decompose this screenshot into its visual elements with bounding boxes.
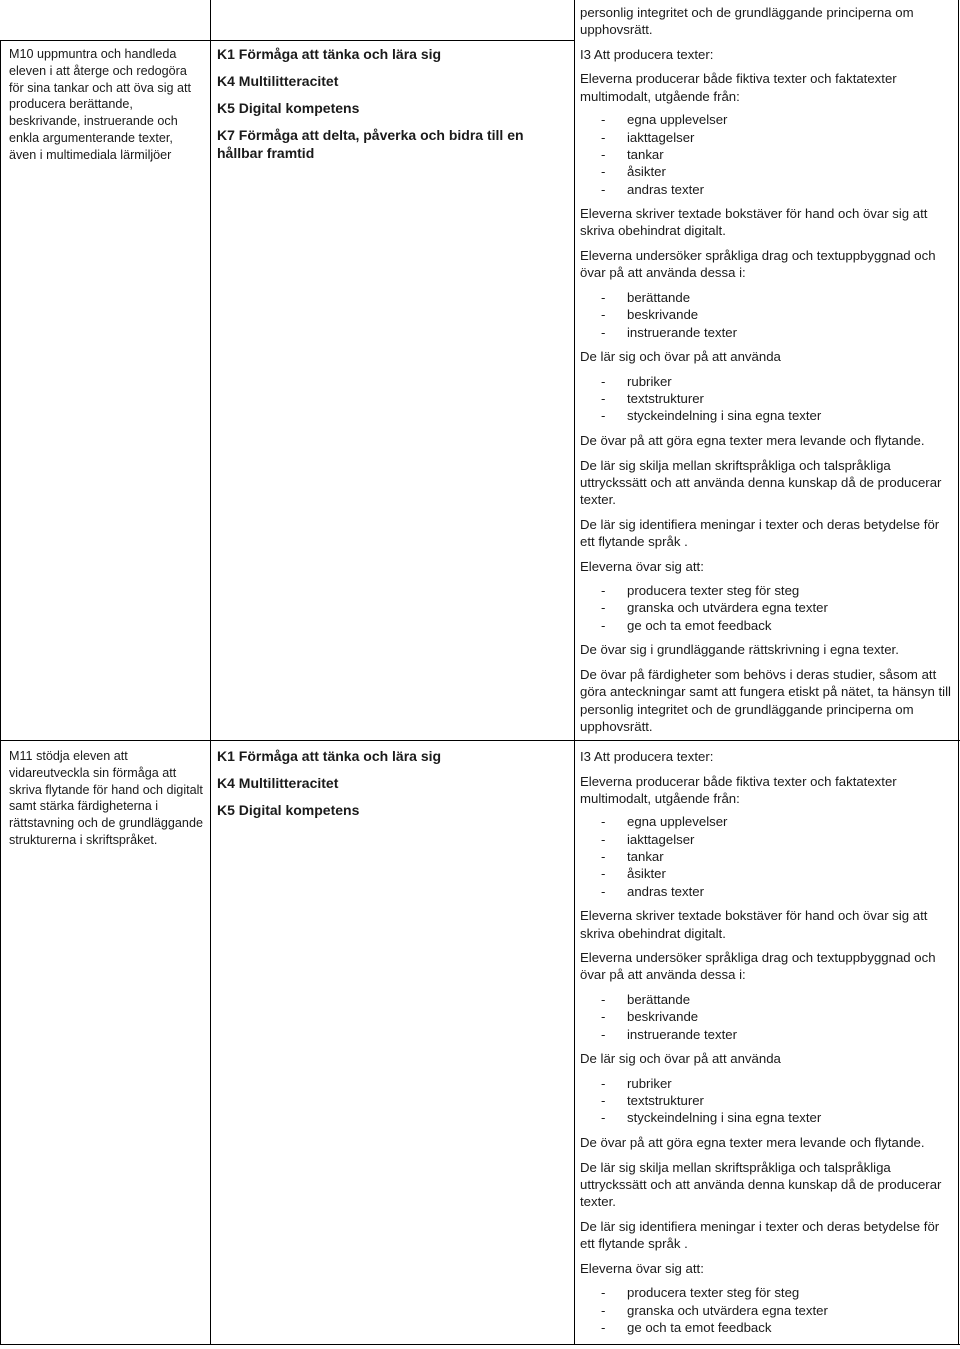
learn-use-text: De lär sig och övar på att använda: [580, 349, 781, 365]
distinguish-text: De lär sig skilja mellan skriftspråkliga och talspråkliga uttryckssätt och att använda denna kunskap då de producerar texter.: [580, 1159, 942, 1210]
investigate-text: Eleverna undersöker språkliga drag och textuppbyggnad och övar på att använda dessa i:: [580, 248, 936, 281]
list-item: - berättande: [601, 289, 954, 306]
table-border-left: [0, 40, 1, 1345]
list-item: - iakttagelser: [601, 831, 954, 848]
step-list: [580, 582, 954, 634]
text-type-list: [580, 289, 954, 341]
i3-heading: I3 Att producera texter:: [580, 46, 714, 62]
list-item: - andras texter: [601, 181, 954, 198]
competence-k1: K1 Förmåga att tänka och lära sig: [217, 46, 442, 62]
row1-content: [580, 4, 954, 742]
structure-list: [580, 1075, 954, 1127]
competence-k5: K5 Digital kompetens: [217, 100, 360, 116]
intro-text: Eleverna producerar både fiktiva texter och faktatexter multimodalt, utgående från:: [580, 773, 897, 806]
list-item: - granska och utvärdera egna texter: [601, 599, 954, 616]
list-item: - producera texter steg för steg: [601, 1284, 954, 1301]
list-item: - instruerande texter: [601, 324, 954, 341]
lively-text: De övar på att göra egna texter mera levande och flytande.: [580, 432, 925, 448]
distinguish-text: De lär sig skilja mellan skriftspråkliga och talspråkliga uttryckssätt och att använda denna kunskap då de producerar texter.: [580, 457, 942, 508]
handwriting-text: Eleverna skriver textade bokstäver för hand och övar sig att skriva obehindrat digitalt.: [580, 206, 928, 239]
source-list: [580, 111, 954, 197]
identify-text: De lär sig identifiera meningar i texter och deras betydelse för ett flytande språk .: [580, 1218, 940, 1252]
competence-k1: K1 Förmåga att tänka och lära sig: [217, 748, 442, 764]
lively-text: De övar på att göra egna texter mera levande och flytande.: [580, 1135, 925, 1151]
list-item: - egna upplevelser: [601, 813, 954, 830]
list-item: - rubriker: [601, 1075, 954, 1092]
list-item: - beskrivande: [601, 1008, 954, 1025]
identify-text: De lär sig identifiera meningar i texter och deras betydelse för ett flytande språk .: [580, 516, 940, 549]
skills-text: De övar på färdigheter som behövs i deras studier, såsom att göra anteckningar samt att fungera etiskt på nätet, ta hänsyn till personlig integritet och de grundläggande principerna om upphovsrätt.: [580, 666, 951, 734]
list-item: - styckeindelning i sina egna texter: [601, 1109, 954, 1126]
step-list: [580, 1284, 954, 1336]
list-item: - egna upplevelser: [601, 111, 954, 128]
column-divider-2: [574, 0, 575, 1345]
source-list: [580, 813, 954, 899]
i3-heading: I3 Att producera texter:: [580, 749, 714, 764]
intro-text: Eleverna producerar både fiktiva texter och faktatexter multimodalt, utgående från:: [580, 71, 897, 104]
list-item: - tankar: [601, 146, 954, 163]
handwriting-text: Eleverna skriver textade bokstäver för hand och övar sig att skriva obehindrat digitalt.: [580, 908, 928, 941]
table-border-bottom: [0, 1344, 960, 1345]
list-item: - beskrivande: [601, 306, 954, 323]
learn-use-text: De lär sig och övar på att använda: [580, 1051, 781, 1067]
practice-text: Eleverna övar sig att:: [580, 558, 704, 574]
list-item: - granska och utvärdera egna texter: [601, 1302, 954, 1319]
list-item: - ge och ta emot feedback: [601, 617, 954, 634]
list-item: - textstrukturer: [601, 390, 954, 407]
list-item: - instruerande texter: [601, 1026, 954, 1043]
list-item: - textstrukturer: [601, 1092, 954, 1109]
list-item: - iakttagelser: [601, 129, 954, 146]
competence-k7: K7 Förmåga att delta, påverka och bidra till en hållbar framtid: [217, 127, 524, 161]
text-type-list: [580, 991, 954, 1043]
investigate-text: Eleverna undersöker språkliga drag och textuppbyggnad och övar på att använda dessa i:: [580, 950, 936, 983]
table-border-top: [0, 40, 575, 41]
row2-goal-text: M11 stödja eleven att vidareutveckla sin förmåga att skriva flytande för hand och digitalt samt stärka färdigheterna i rättstavning och de grundläggande strukturerna i skriftspråket.: [9, 749, 203, 847]
column-divider-1: [210, 0, 211, 1345]
list-item: - andras texter: [601, 883, 954, 900]
row1-goal-text: M10 uppmuntra och handleda eleven i att återge och redogöra för sina tankar och att öva sig att producera berättande, beskrivande, instruerande och enkla argumenterande texter, även i multimediala lärmiljöer: [9, 47, 192, 162]
carryover-text: personlig integritet och de grundläggande principerna om upphovsrätt.: [580, 5, 914, 38]
spelling-text: De övar sig i grundläggande rättskrivning i egna texter.: [580, 642, 899, 658]
row1-competences: [217, 46, 565, 172]
list-item: - styckeindelning i sina egna texter: [601, 407, 954, 424]
structure-list: [580, 373, 954, 425]
row2-competences: [217, 748, 565, 829]
competence-k5: K5 Digital kompetens: [217, 802, 360, 818]
list-item: - rubriker: [601, 373, 954, 390]
competence-k4: K4 Multilitteracitet: [217, 73, 339, 89]
practice-text: Eleverna övar sig att:: [580, 1260, 704, 1276]
list-item: - producera texter steg för steg: [601, 582, 954, 599]
list-item: - berättande: [601, 991, 954, 1008]
list-item: - åsikter: [601, 865, 954, 882]
list-item: - ge och ta emot feedback: [601, 1319, 954, 1336]
list-item: - tankar: [601, 848, 954, 865]
row2-content: [580, 748, 954, 1343]
list-item: - åsikter: [601, 163, 954, 180]
competence-k4: K4 Multilitteracitet: [217, 775, 339, 791]
table-border-right: [958, 0, 959, 1345]
